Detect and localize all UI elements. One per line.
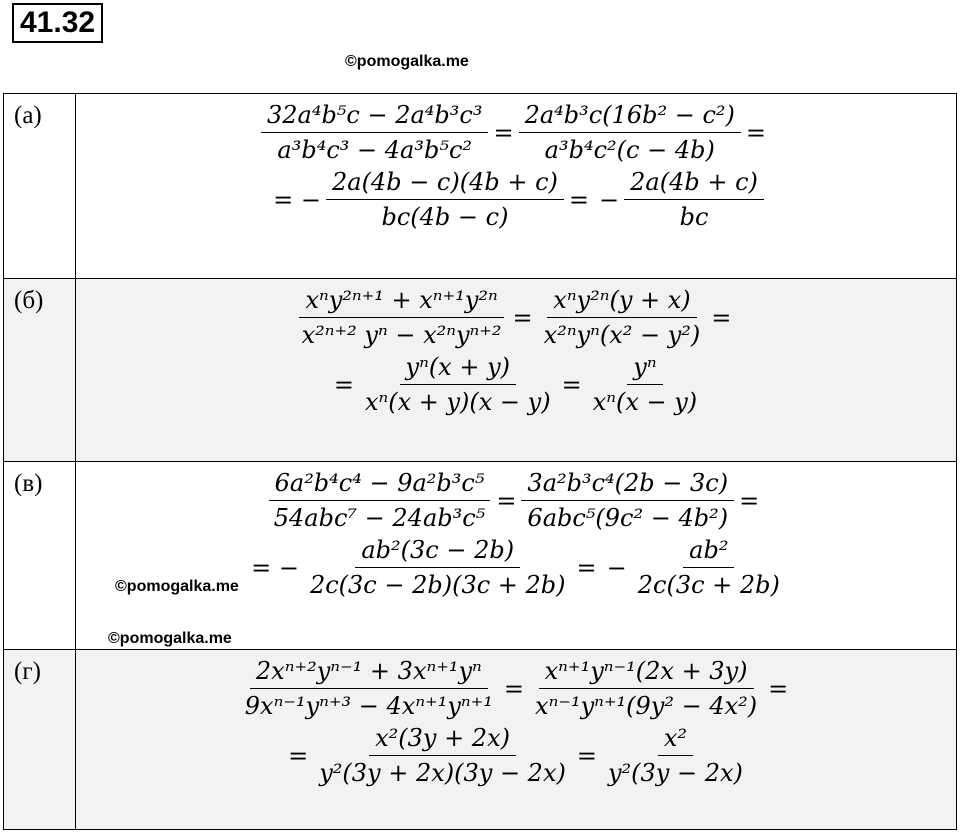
equation-line [76,285,956,350]
fraction [359,352,557,417]
denominator: 2c(3c − 2b)(3c + 2b) [309,571,566,599]
numerator: xⁿy²ⁿ(y + x) [547,285,696,318]
equals-sign: = [568,185,590,214]
fraction [587,352,703,417]
equation-block [76,650,957,830]
numerator: 2a(4b − c)(4b + c) [326,167,564,200]
part-label: (б) [4,279,76,462]
numerator: 2xⁿ⁺²yⁿ⁻¹ + 3xⁿ⁺¹yⁿ [250,656,488,689]
minus-sign: − [606,553,627,582]
denominator: xⁿ(x + y)(x − y) [364,388,551,416]
equation-line [76,352,956,417]
fraction [239,656,499,721]
fraction [602,723,749,788]
fraction [519,100,741,165]
equals-sign: = [496,486,517,515]
denominator: bc [679,203,709,231]
numerator: ab²(3c − 2b) [355,535,520,568]
denominator: xⁿ(x − y) [592,388,698,416]
denominator: bc(4b − c) [381,203,509,231]
equation-lead: = − [273,185,321,214]
part-label: (г) [4,650,76,830]
numerator: xⁿ⁺¹yⁿ⁻¹(2x + 3y) [539,656,754,689]
equation-lead: = [288,741,309,770]
equation-lead: = [333,370,354,399]
equals-sign: = [493,118,514,147]
denominator: y²(3y + 2x)(3y − 2x) [319,759,566,787]
equals-sign: = [576,553,597,582]
fraction [326,167,564,232]
fraction [538,285,707,350]
solution-row [4,462,957,650]
equals-sign: = [561,370,582,399]
problem-number: 41.32 [12,3,103,43]
denominator: 2c(3c + 2b) [637,571,780,599]
denominator: 54abc⁷ − 24ab³c⁵ [273,504,486,532]
solution-row [4,279,957,462]
equation-line [76,100,956,165]
fraction [521,468,734,533]
numerator: 2a⁴b³c(16b² − c²) [519,100,741,133]
equation-trail: = [768,674,789,703]
denominator: y²(3y − 2x) [607,759,743,787]
fraction [632,535,786,600]
denominator: x²ⁿyⁿ(x² − y²) [543,321,701,349]
watermark: ©pomogalka.me [115,578,239,595]
equation-line [76,656,956,721]
equals-sign: = [576,741,597,770]
part-label: (в) [4,462,76,650]
numerator: x² [658,723,693,756]
equation-trail: = [739,486,760,515]
equals-sign: = [503,674,525,703]
numerator: yⁿ(x + y) [400,352,516,385]
fraction [313,723,572,788]
denominator: xⁿ⁻¹yⁿ⁺¹(9y² − 4x²) [535,692,758,720]
numerator: 3a²b³c⁴(2b − 3c) [521,468,734,501]
equation-block [76,94,957,279]
equation-line [76,468,956,533]
watermark: ©pomogalka.me [345,53,469,70]
numerator: xⁿy²ⁿ⁺¹ + xⁿ⁺¹y²ⁿ [299,285,503,318]
equation-trail: = [711,303,732,332]
denominator: 9xⁿ⁻¹yⁿ⁺³ − 4xⁿ⁺¹yⁿ⁺¹ [244,692,493,720]
numerator: 6a²b⁴c⁴ − 9a²b³c⁵ [269,468,491,501]
fraction [268,468,492,533]
equation-block [76,462,957,650]
denominator: x²ⁿ⁺² yⁿ − x²ⁿyⁿ⁺² [301,321,502,349]
fraction [529,656,763,721]
numerator: 2a(4b + c) [624,167,764,200]
numerator: 32a⁴b⁵c − 2a⁴b³c³ [261,100,489,133]
numerator: ab² [683,535,734,568]
part-label: (а) [4,94,76,279]
denominator: 6abc⁵(9c² − 4b²) [527,504,729,532]
watermark: ©pomogalka.me [108,630,232,647]
equals-sign: = [512,303,533,332]
equation-line [76,723,956,788]
fraction [261,100,489,165]
solution-row [4,94,957,279]
equation-line [76,167,956,232]
fraction [304,535,572,600]
equation-lead: = − [251,553,299,582]
denominator: a³b⁴c²(c − 4b) [544,136,715,164]
denominator: a³b⁴c³ − 4a³b⁵c² [277,136,473,164]
minus-sign: − [599,185,620,214]
equation-block [76,279,957,462]
fraction [624,167,764,232]
solutions-table [3,93,957,830]
solution-row [4,650,957,830]
fraction [296,285,508,350]
equation-trail: = [745,118,767,147]
numerator: x²(3y + 2x) [369,723,516,756]
numerator: yⁿ [627,352,662,385]
